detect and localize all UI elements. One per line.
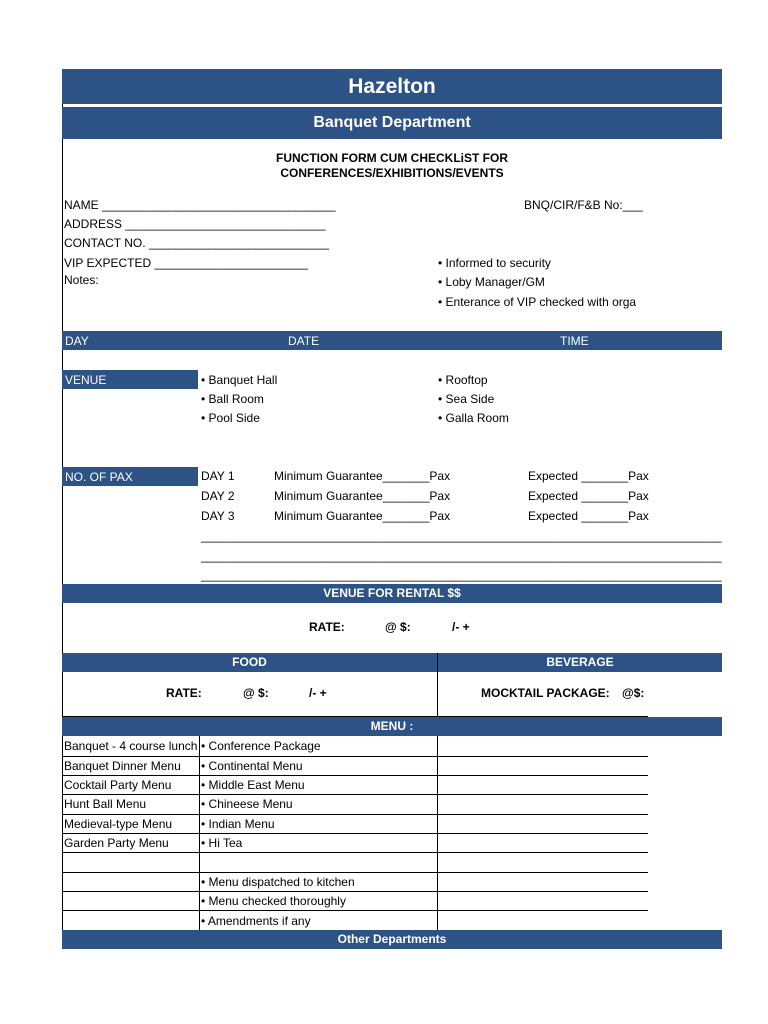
menu-row-border (62, 833, 648, 834)
menu-row-border (62, 852, 648, 853)
venue-label-cell (62, 370, 198, 389)
address-field[interactable]: ADDRESS ______________________________ (64, 217, 326, 231)
pax-label: NO. OF PAX (65, 470, 133, 484)
food-beverage-divider (437, 653, 438, 717)
menu-row-mid[interactable]: • Continental Menu (201, 759, 303, 773)
vip-check-lobby-manager[interactable]: • Loby Manager/GM (438, 275, 545, 289)
menu-row-border (62, 910, 648, 911)
pax-minimum-guarantee[interactable]: Minimum Guarantee_______Pax (274, 469, 451, 483)
company-title-bar (62, 69, 722, 104)
venue-option-pool-side[interactable]: • Pool Side (201, 411, 260, 425)
menu-row-border (62, 872, 648, 873)
form-left-border (62, 69, 63, 949)
menu-row-border (62, 756, 648, 757)
vip-expected-field[interactable]: VIP EXPECTED _______________________ (64, 256, 308, 270)
other-departments-bar (62, 930, 722, 949)
pax-day: DAY 2 (201, 489, 235, 503)
menu-row-mid[interactable]: • Indian Menu (201, 817, 275, 831)
food-rate-label: RATE: (166, 686, 202, 700)
department-title: Banquet Department (313, 114, 471, 131)
reference-number-field[interactable]: BNQ/CIR/F&B No:___ (524, 198, 643, 212)
menu-title: MENU : (370, 719, 414, 733)
menu-row-left[interactable]: Garden Party Menu (64, 836, 169, 850)
food-rate-suffix: /- + (309, 686, 327, 700)
name-field[interactable]: NAME ___________________________________ (64, 198, 336, 212)
menu-row-left[interactable]: Cocktail Party Menu (64, 778, 172, 792)
form-title-line1: FUNCTION FORM CUM CHECKLiST FOR (276, 151, 508, 165)
menu-column-border (437, 736, 438, 930)
schedule-time-header: TIME (560, 334, 589, 348)
mocktail-package-at[interactable]: @$: (622, 686, 645, 700)
menu-row-mid[interactable]: • Amendments if any (201, 914, 311, 928)
pax-blank-line[interactable]: ______________________________________________________________________________ (201, 549, 722, 563)
venue-option-rooftop[interactable]: • Rooftop (438, 373, 488, 387)
menu-row-mid[interactable]: • Chineese Menu (201, 797, 293, 811)
pax-expected[interactable]: Expected _______Pax (528, 489, 649, 503)
food-title: FOOD (232, 655, 267, 669)
vip-check-entrance[interactable]: • Enterance of VIP checked with orga (438, 295, 637, 309)
menu-row-left[interactable]: Banquet Dinner Menu (64, 759, 181, 773)
rental-rate-label: RATE: (309, 620, 345, 634)
company-title: Hazelton (348, 75, 436, 98)
food-header-bar (62, 653, 437, 672)
menu-row-border (62, 794, 648, 795)
menu-row-mid[interactable]: • Hi Tea (201, 836, 243, 850)
schedule-day-header: DAY (65, 334, 89, 348)
form-title-line2: CONFERENCES/EXHIBITIONS/EVENTS (280, 166, 504, 180)
menu-row-mid[interactable]: • Middle East Menu (201, 778, 305, 792)
pax-blank-line[interactable]: ______________________________________________________________________________ (201, 568, 722, 582)
rental-rate-suffix: /- + (452, 620, 470, 634)
pax-expected[interactable]: Expected _______Pax (528, 469, 649, 483)
pax-day: DAY 3 (201, 509, 235, 523)
pax-minimum-guarantee[interactable]: Minimum Guarantee_______Pax (274, 509, 451, 523)
rental-rate-at[interactable]: @ $: (385, 620, 411, 634)
rental-title: VENUE FOR RENTAL $$ (323, 586, 461, 600)
pax-minimum-guarantee[interactable]: Minimum Guarantee_______Pax (274, 489, 451, 503)
menu-row-border (62, 814, 648, 815)
menu-row-left[interactable]: Banquet - 4 course lunch (64, 739, 198, 753)
notes-label: Notes: (64, 273, 99, 287)
schedule-header-bar (62, 331, 722, 350)
pax-day: DAY 1 (201, 469, 235, 483)
menu-header-bar (62, 717, 722, 736)
beverage-header-bar (438, 653, 722, 672)
menu-row-mid[interactable]: • Menu checked thoroughly (201, 894, 346, 908)
menu-row-border (62, 891, 648, 892)
pax-expected[interactable]: Expected _______Pax (528, 509, 649, 523)
rental-header-bar (62, 584, 722, 603)
venue-option-banquet-hall[interactable]: • Banquet Hall (201, 373, 278, 387)
schedule-date-header: DATE (288, 334, 320, 348)
menu-column-border (199, 736, 200, 930)
menu-row-left[interactable]: Medieval-type Menu (64, 817, 173, 831)
pax-label-cell (62, 467, 198, 486)
venue-label: VENUE (65, 373, 107, 387)
venue-option-sea-side[interactable]: • Sea Side (438, 392, 495, 406)
venue-option-galla-room[interactable]: • Galla Room (438, 411, 509, 425)
department-title-bar (62, 107, 722, 139)
beverage-title: BEVERAGE (546, 655, 614, 669)
mocktail-package-label: MOCKTAIL PACKAGE: (481, 686, 610, 700)
contact-field[interactable]: CONTACT NO. ___________________________ (64, 236, 330, 250)
menu-row-border (62, 775, 648, 776)
pax-blank-line[interactable]: ______________________________________________________________________________ (201, 529, 722, 543)
menu-row-mid[interactable]: • Conference Package (201, 739, 321, 753)
menu-row-mid[interactable]: • Menu dispatched to kitchen (201, 875, 355, 889)
menu-row-left[interactable]: Hunt Ball Menu (64, 797, 147, 811)
food-rate-at[interactable]: @ $: (243, 686, 269, 700)
venue-option-ball-room[interactable]: • Ball Room (201, 392, 264, 406)
other-departments-title: Other Departments (337, 932, 447, 946)
vip-check-security[interactable]: • Informed to security (438, 256, 551, 270)
